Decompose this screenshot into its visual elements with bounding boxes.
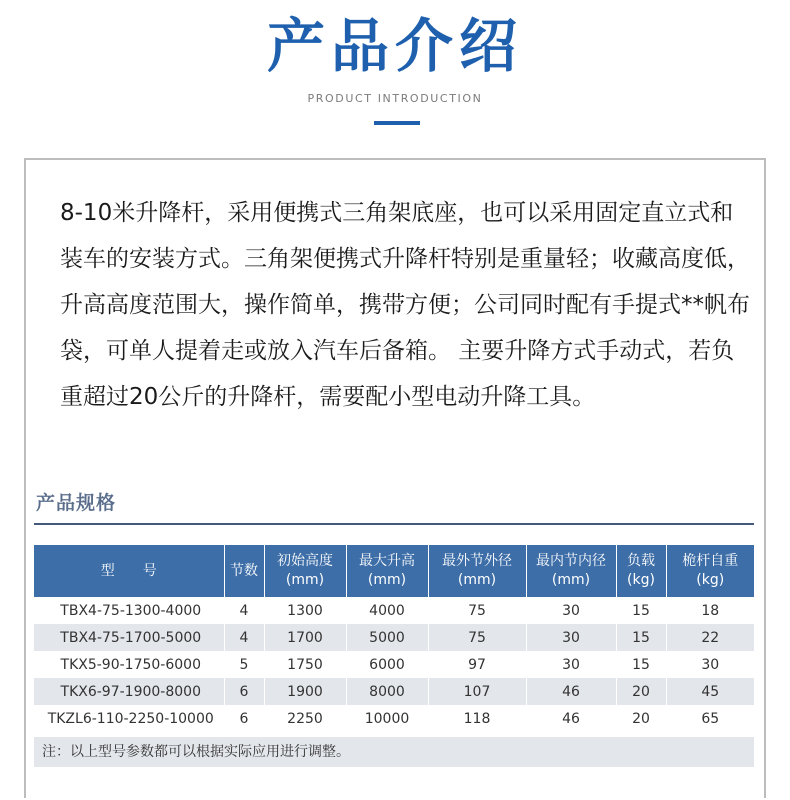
- table-row: [34, 678, 754, 705]
- cell-inner-diameter: 46: [526, 705, 616, 732]
- cell-initial-height: 2250: [264, 705, 346, 732]
- cell-load: 15: [616, 597, 666, 624]
- page-header: [0, 0, 790, 150]
- col-header-inner-diameter: 最内节内径 (mm): [526, 545, 616, 597]
- cell-load: 15: [616, 651, 666, 678]
- cell-load: 20: [616, 678, 666, 705]
- spec-header-row: [34, 545, 754, 597]
- cell-sections: 4: [224, 597, 264, 624]
- table-row: [34, 624, 754, 651]
- cell-inner-diameter: 30: [526, 624, 616, 651]
- col-header-initial-height: 初始高度 (mm): [264, 545, 346, 597]
- spec-section-title: 产品规格: [36, 492, 117, 514]
- col-header-weight: 桅杆自重 (kg): [666, 545, 754, 597]
- cell-initial-height: 1750: [264, 651, 346, 678]
- product-description: 8-10米升降杆，采用便携式三角架底座，也可以采用固定直立式和装车的安装方式。三角架便携式升降杆特别是重量轻；收藏高度低，升高高度范围大，操作简单，携带方便；公司同时配有手提式**帆布袋，可单人提着走或放入汽车后备箱。 主要升降方式手动式，若负重超过20公斤的升降杆，需要配小型电动升降工具。: [60, 200, 750, 410]
- table-row: [34, 651, 754, 678]
- col-header-max-height: 最大升高 (mm): [346, 545, 428, 597]
- cell-model: TKZL6-110-2250-10000: [34, 705, 224, 732]
- table-row: [34, 597, 754, 624]
- cell-weight: 18: [666, 597, 754, 624]
- col-header-model: 型 号: [34, 545, 224, 597]
- spec-table: [34, 545, 754, 732]
- spec-divider: [34, 523, 754, 525]
- cell-sections: 6: [224, 705, 264, 732]
- cell-model: TBX4-75-1300-4000: [34, 597, 224, 624]
- cell-outer-diameter: 107: [428, 678, 526, 705]
- cell-max-height: 8000: [346, 678, 428, 705]
- cell-model: TKX6-97-1900-8000: [34, 678, 224, 705]
- cell-model: TKX5-90-1750-6000: [34, 651, 224, 678]
- page-subtitle: PRODUCT INTRODUCTION: [307, 92, 483, 105]
- cell-max-height: 10000: [346, 705, 428, 732]
- cell-outer-diameter: 75: [428, 624, 526, 651]
- cell-sections: 4: [224, 624, 264, 651]
- cell-initial-height: 1300: [264, 597, 346, 624]
- col-header-outer-diameter: 最外节外径 (mm): [428, 545, 526, 597]
- cell-outer-diameter: 118: [428, 705, 526, 732]
- cell-inner-diameter: 46: [526, 678, 616, 705]
- col-header-sections: 节数: [224, 545, 264, 597]
- cell-weight: 22: [666, 624, 754, 651]
- spec-note: 注：以上型号参数都可以根据实际应用进行调整。: [34, 737, 754, 767]
- cell-outer-diameter: 75: [428, 597, 526, 624]
- cell-load: 15: [616, 624, 666, 651]
- cell-weight: 65: [666, 705, 754, 732]
- cell-load: 20: [616, 705, 666, 732]
- title-accent-bar: [374, 121, 420, 125]
- cell-weight: 45: [666, 678, 754, 705]
- cell-sections: 5: [224, 651, 264, 678]
- cell-initial-height: 1700: [264, 624, 346, 651]
- cell-max-height: 5000: [346, 624, 428, 651]
- cell-weight: 30: [666, 651, 754, 678]
- cell-model: TBX4-75-1700-5000: [34, 624, 224, 651]
- cell-initial-height: 1900: [264, 678, 346, 705]
- col-header-load: 负载 (kg): [616, 545, 666, 597]
- cell-sections: 6: [224, 678, 264, 705]
- cell-max-height: 6000: [346, 651, 428, 678]
- page-title: 产品介绍: [266, 12, 523, 80]
- cell-inner-diameter: 30: [526, 597, 616, 624]
- cell-outer-diameter: 97: [428, 651, 526, 678]
- cell-max-height: 4000: [346, 597, 428, 624]
- table-row: [34, 705, 754, 732]
- cell-inner-diameter: 30: [526, 651, 616, 678]
